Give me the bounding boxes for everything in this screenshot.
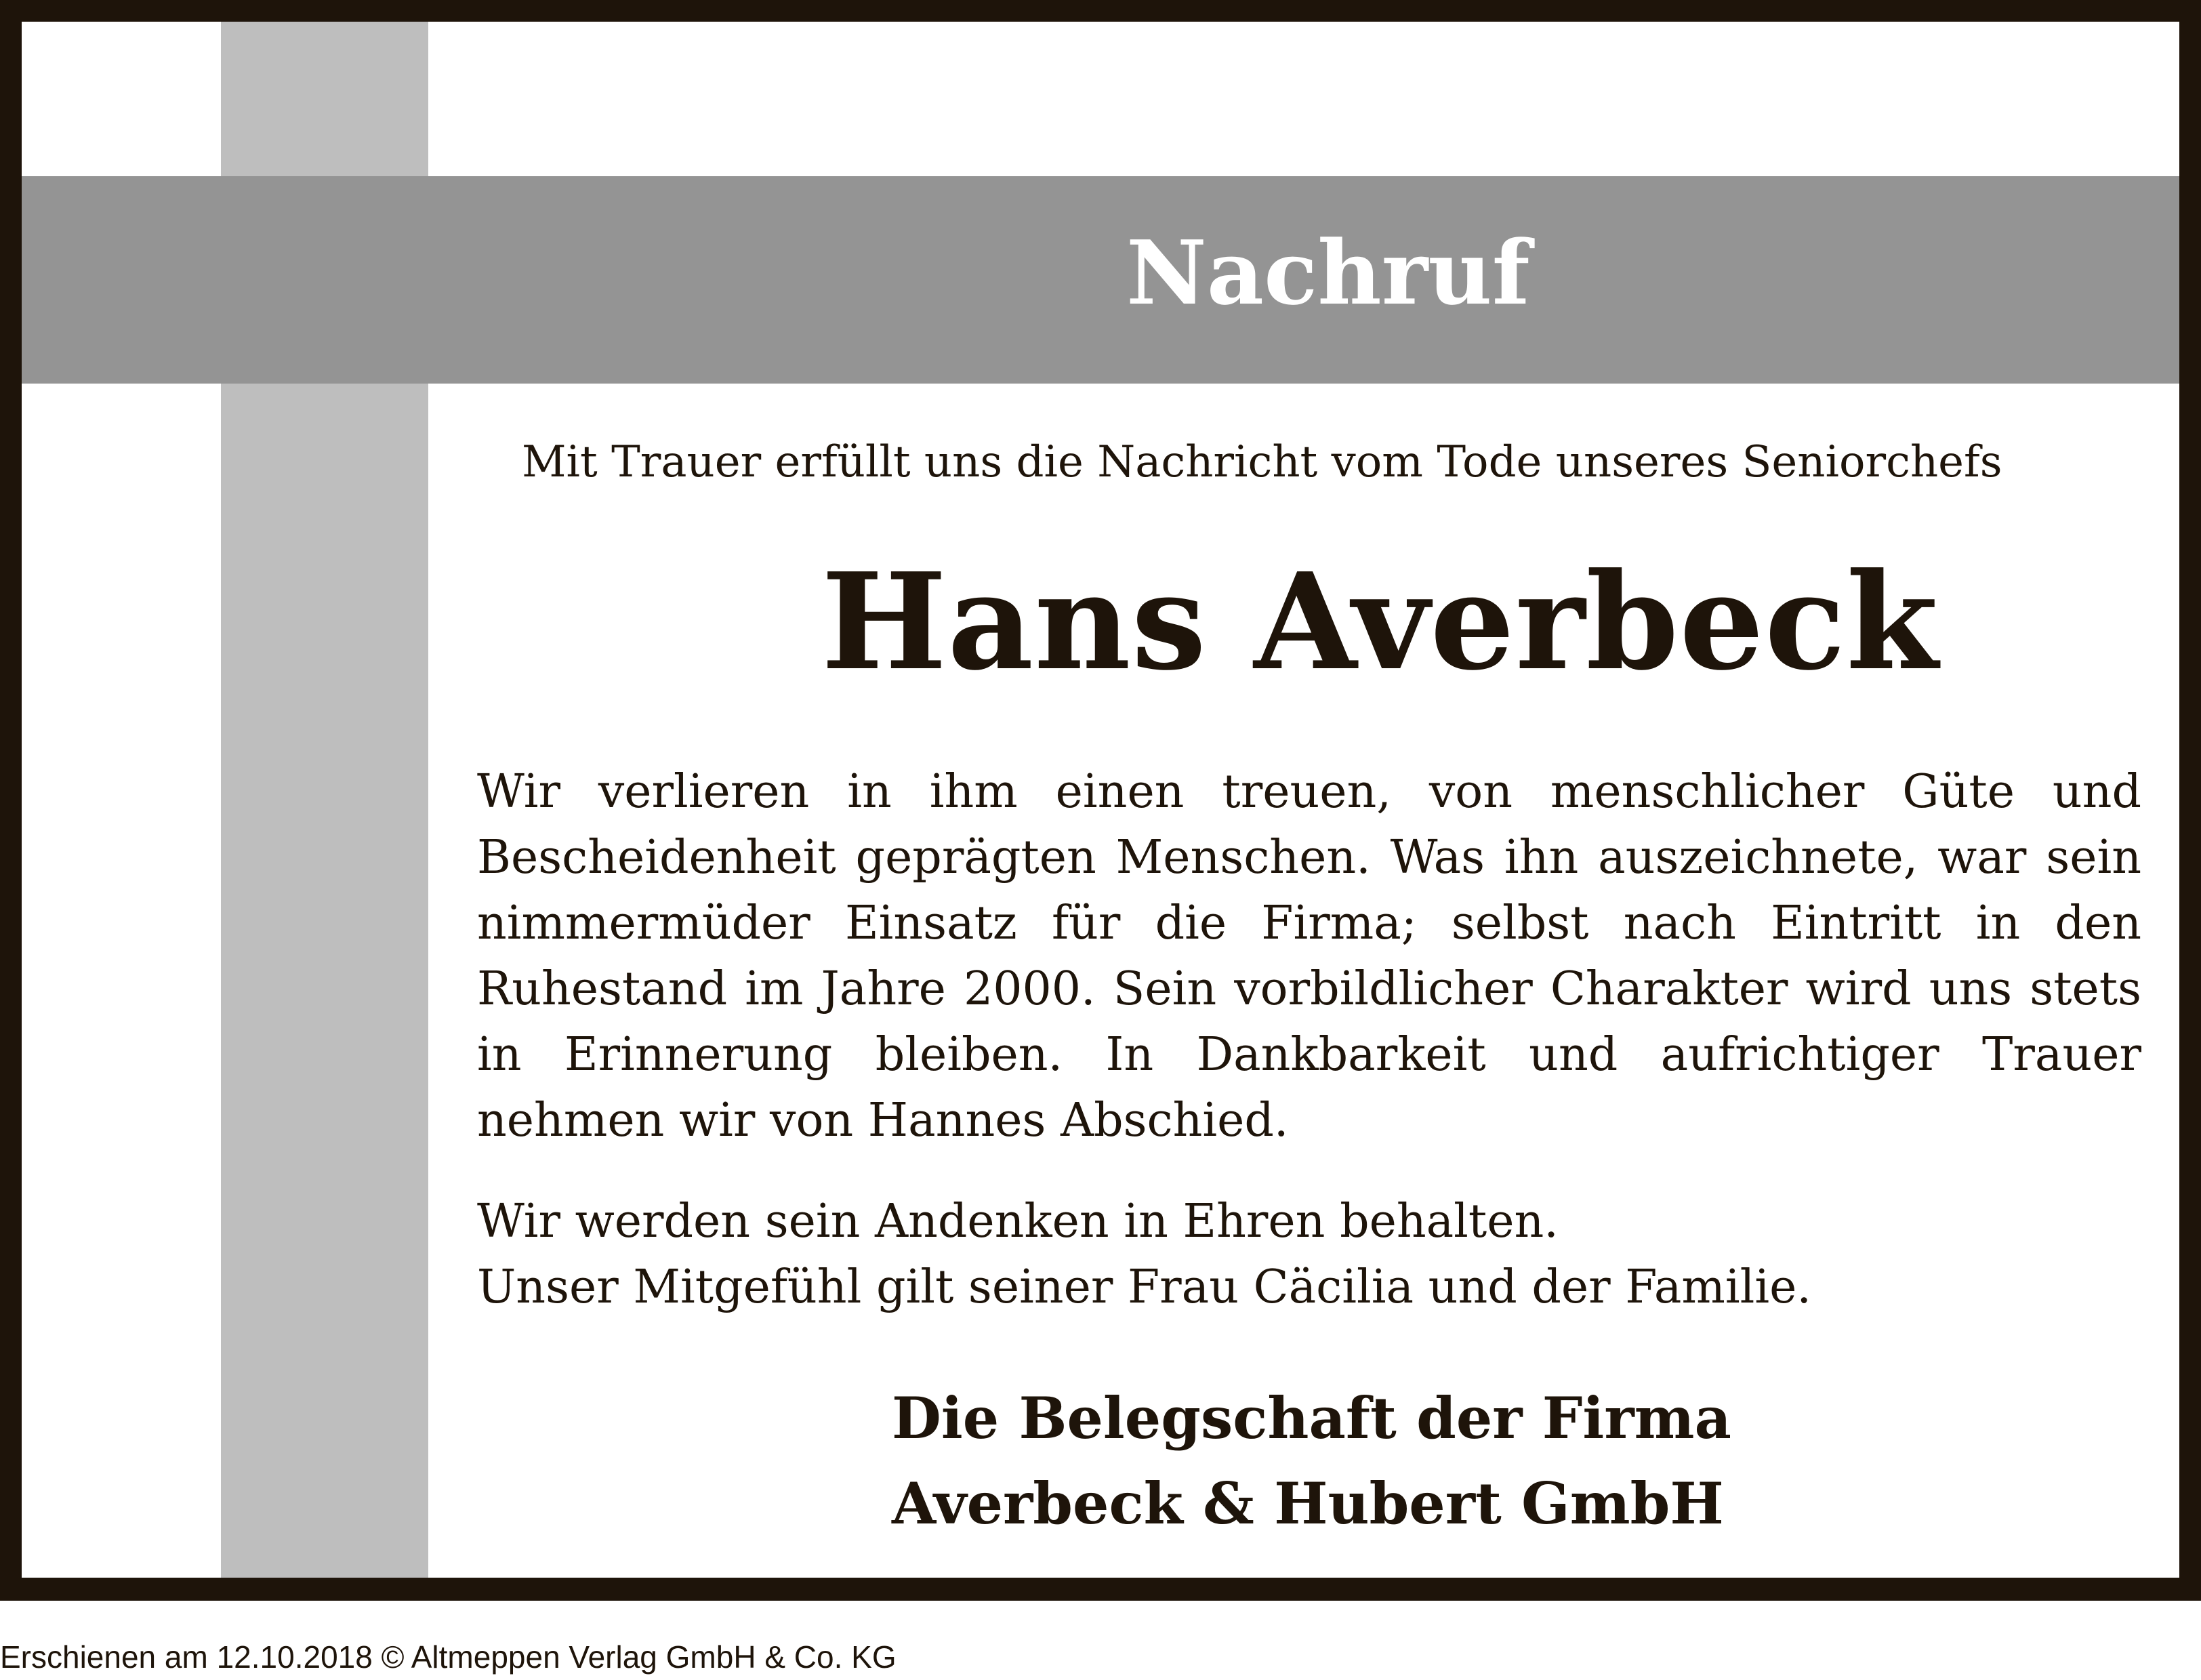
intro-line: Mit Trauer erfüllt uns die Nachricht vom Tode unseres Seniorchefs — [522, 437, 2002, 487]
deceased-name: Hans Averbeck — [821, 544, 1939, 700]
publication-footer: Erschienen am 12.10.2018 © Altmeppen Verlag GmbH & Co. KG — [0, 1639, 897, 1675]
closing-text — [477, 1189, 2141, 1320]
notice-heading: Nachruf — [1126, 221, 1530, 325]
signature-line: Die Belegschaft der Firma — [892, 1385, 1731, 1452]
body-paragraph: Wir verlieren in ihm einen treuen, von menschlicher Güte und Bescheidenheit geprägten Menschen. Was ihn auszeichnete, war sein nimmermüder Einsatz für die Firma; selbst nach Eintritt in den Ruhestand im Jahre 2000. Sein vorbildlicher Charakter wird uns stets in Erinnerung bleiben. In Dankbarkeit und aufrichtiger Trauer nehmen wir von Hannes Abschied. — [477, 765, 2141, 1147]
signature-block — [892, 1376, 1731, 1546]
closing-line: Unser Mitgefühl gilt seiner Frau Cäcilia und der Familie. — [477, 1261, 1811, 1314]
cross-horizontal-band — [22, 176, 2179, 384]
signature-line: Averbeck & Hubert GmbH — [892, 1470, 1724, 1537]
closing-line: Wir werden sein Andenken in Ehren behalten. — [477, 1195, 1559, 1248]
